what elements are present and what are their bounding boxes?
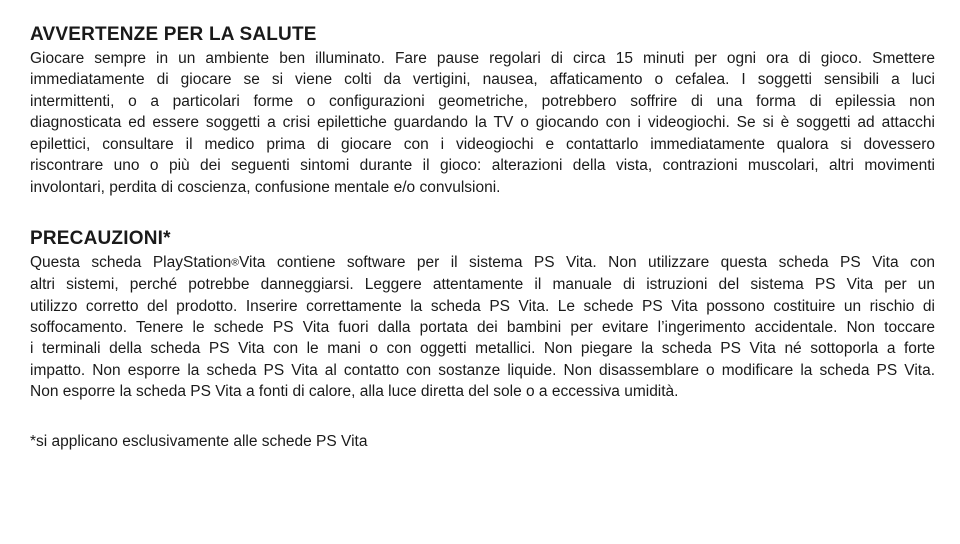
registered-trademark-symbol: ® — [231, 256, 239, 269]
text-line: soffocamento. Tenere le schede PS Vita fuori dalla portata dei bambini per evitare l’ingerimento accidentale. Non toccare — [30, 319, 935, 337]
text-line: Non esporre la scheda PS Vita a fonti di calore, alla luce diretta del sole o a eccessiva umidità. — [30, 383, 679, 401]
text-line: riscontrare uno o più dei seguenti sintomi durante il gioco: alterazioni della vista, contrazioni muscolari, altri movimenti — [30, 157, 935, 175]
health-warning-heading: AVVERTENZE PER LA SALUTE — [30, 24, 317, 45]
text-line: Giocare sempre in un ambiente ben illuminato. Fare pause regolari di circa 15 minuti per ogni ora di gioco. Smettere — [30, 50, 935, 67]
text-line: i terminali della scheda PS Vita con le mani o con oggetti metallici. Non piegare la scheda PS Vita né sottoporla a forte — [30, 340, 935, 358]
text-line: utilizzo corretto del prodotto. Inserire correttamente la scheda PS Vita. Le schede PS Vita possono costituire un rischio di — [30, 297, 935, 315]
text-line: epilettici, consultare il medico prima di giocare con i videogiochi e contattarlo immediatamente qualora si dovessero — [30, 135, 935, 153]
precautions-section — [30, 228, 935, 403]
text-line: involontari, perdita di coscienza, confusione mentale e/o convulsioni. — [30, 178, 501, 196]
text-line: diagnosticata ed essere soggetti a crisi epilettiche guardando la TV o giocando con i videogiochi. Se si è soggetti ad attacchi — [30, 114, 935, 132]
text-line: immediatamente di giocare se si viene colti da vertigini, nausea, affaticamento o cefalea. I soggetti sensibili a luci — [30, 71, 935, 89]
text-line: altri sistemi, perché potrebbe danneggiarsi. Leggere attentamente il manuale di istruzioni del sistema PS Vita per un — [30, 276, 935, 294]
precautions-paragraph — [30, 252, 935, 403]
text-line: intermittenti, o a particolari forme o configurazioni geometriche, potrebbero soffrire di una forma di epilessia non — [30, 92, 935, 110]
precautions-heading: PRECAUZIONI* — [30, 228, 171, 250]
footnote: *si applicano esclusivamente alle schede PS Vita — [30, 432, 368, 450]
text-line: impatto. Non esporre la scheda PS Vita al contatto con sostanze liquide. Non disassemblare o modificare la scheda PS Vita. — [30, 361, 935, 379]
health-warning-section — [30, 24, 935, 198]
text-line: Questa scheda PlayStation®Vita contiene software per il sistema PS Vita. Non utilizzare questa scheda PS Vita con — [30, 254, 935, 272]
health-warning-paragraph — [30, 48, 935, 198]
